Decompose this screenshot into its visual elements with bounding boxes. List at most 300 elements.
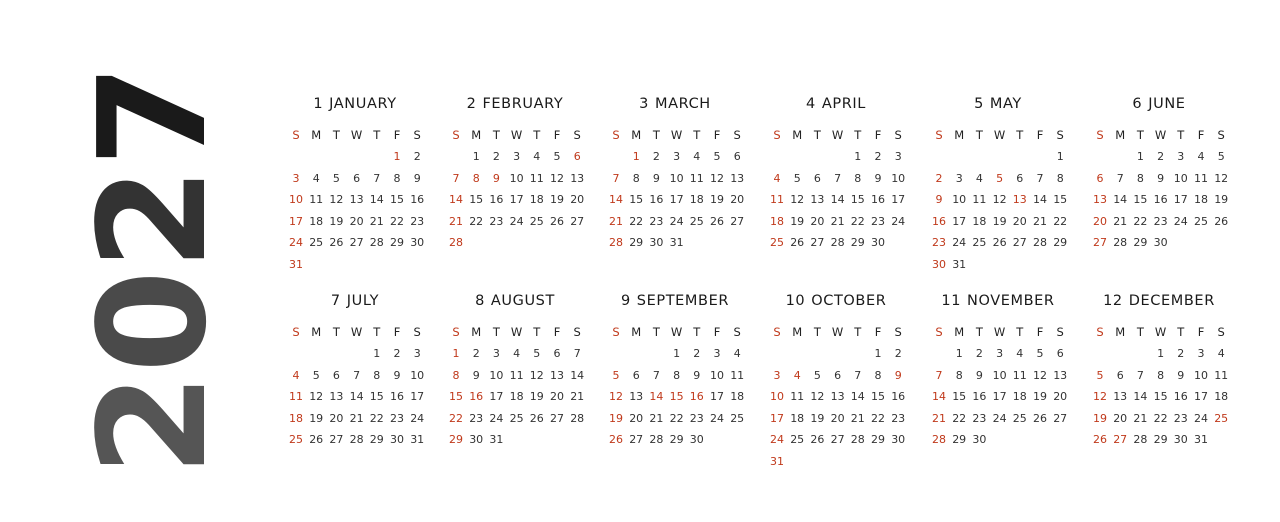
weekday-header: F bbox=[1036, 325, 1044, 339]
day-cell: 2 bbox=[652, 150, 660, 163]
day-cell: 21 bbox=[349, 411, 364, 425]
day-cell: 23 bbox=[1153, 214, 1168, 228]
day-cell: 16 bbox=[469, 390, 484, 404]
day-cell: 28 bbox=[1133, 433, 1148, 447]
day-cell: 22 bbox=[1053, 214, 1068, 228]
day-cell: 27 bbox=[329, 433, 344, 447]
day-cell: 28 bbox=[932, 433, 946, 447]
day-cell: 15 bbox=[669, 390, 684, 404]
day-cell: 21 bbox=[850, 411, 865, 425]
day-cell: 19 bbox=[550, 193, 564, 207]
weekday-header: W bbox=[670, 128, 683, 142]
month-number: 6 bbox=[1132, 96, 1143, 112]
day-cell: 21 bbox=[570, 390, 585, 404]
day-cell: 29 bbox=[369, 433, 384, 447]
day-cell: 10 bbox=[952, 193, 967, 207]
day-cell: 15 bbox=[629, 193, 644, 207]
day-cell: 18 bbox=[529, 193, 544, 207]
day-cell: 29 bbox=[1053, 236, 1068, 250]
day-cell: 27 bbox=[570, 214, 585, 228]
day-cell: 10 bbox=[1173, 171, 1188, 185]
day-cell: 30 bbox=[1153, 236, 1168, 250]
weekday-header: T bbox=[373, 325, 381, 339]
day-cell: 26 bbox=[1214, 214, 1229, 228]
day-cell: 2 bbox=[393, 347, 401, 360]
day-cell: 10 bbox=[891, 171, 906, 185]
day-cell: 23 bbox=[972, 411, 987, 425]
day-cell: 13 bbox=[1093, 193, 1107, 207]
day-cell: 6 bbox=[1116, 368, 1124, 382]
weekday-header: W bbox=[510, 128, 523, 142]
day-cell: 24 bbox=[489, 411, 504, 425]
day-cell: 28 bbox=[369, 236, 384, 250]
day-cell: 8 bbox=[373, 368, 381, 382]
day-cell: 27 bbox=[730, 214, 745, 228]
weekday-header: M bbox=[954, 325, 965, 339]
month-number: 9 bbox=[620, 293, 631, 309]
weekday-header: S bbox=[773, 128, 781, 142]
day-cell: 7 bbox=[854, 368, 862, 382]
month-title bbox=[610, 96, 740, 112]
day-cell: 10 bbox=[770, 390, 784, 404]
day-cell: 6 bbox=[834, 368, 842, 382]
day-cell: 12 bbox=[609, 390, 623, 404]
day-cell: 12 bbox=[790, 193, 805, 207]
year-label bbox=[67, 64, 239, 476]
day-cell: 25 bbox=[790, 433, 805, 447]
weekday-header: M bbox=[792, 128, 803, 142]
day-cell: 27 bbox=[1053, 411, 1068, 425]
weekday-header: M bbox=[954, 128, 965, 142]
day-cell: 16 bbox=[1153, 193, 1168, 207]
day-cell: 22 bbox=[1133, 214, 1148, 228]
weekday-header: S bbox=[1096, 325, 1104, 339]
day-cell: 6 bbox=[733, 150, 741, 163]
day-cell: 31 bbox=[952, 258, 967, 271]
weekday-header: M bbox=[471, 325, 482, 339]
weekday-header: T bbox=[693, 128, 701, 142]
day-cell: 17 bbox=[710, 390, 724, 404]
month-title bbox=[1094, 96, 1224, 112]
day-cell: 27 bbox=[1012, 236, 1027, 250]
day-cell: 17 bbox=[1173, 193, 1188, 207]
day-cell: 20 bbox=[329, 411, 344, 425]
day-cell: 14 bbox=[1133, 390, 1148, 404]
day-cell: 31 bbox=[770, 455, 784, 468]
day-cell: 12 bbox=[1093, 390, 1107, 404]
day-cell: 28 bbox=[649, 433, 664, 447]
day-cell: 28 bbox=[449, 236, 463, 250]
day-cell: 2 bbox=[472, 347, 480, 360]
day-cell: 29 bbox=[1133, 236, 1148, 250]
day-cell: 8 bbox=[874, 368, 882, 382]
month-name: JUNE bbox=[1148, 96, 1186, 112]
day-cell: 24 bbox=[992, 411, 1007, 425]
day-cell: 27 bbox=[1093, 236, 1107, 250]
day-cell: 10 bbox=[489, 368, 504, 382]
day-cell: 16 bbox=[932, 214, 946, 228]
weekday-header: T bbox=[652, 325, 660, 339]
weekday-header: S bbox=[733, 128, 741, 142]
day-cell: 3 bbox=[492, 347, 500, 360]
day-cell: 8 bbox=[472, 171, 480, 185]
month-name: FEBRUARY bbox=[482, 96, 564, 112]
day-cell: 23 bbox=[469, 411, 484, 425]
day-cell: 16 bbox=[871, 193, 885, 207]
weekday-header: S bbox=[773, 325, 781, 339]
day-cell: 12 bbox=[309, 390, 324, 404]
day-cell: 30 bbox=[689, 433, 704, 447]
day-cell: 27 bbox=[830, 433, 845, 447]
day-cell: 16 bbox=[649, 193, 664, 207]
day-cell: 14 bbox=[349, 390, 364, 404]
day-cell: 11 bbox=[790, 390, 805, 404]
day-cell: 8 bbox=[393, 171, 401, 185]
weekday-header: F bbox=[393, 325, 401, 339]
day-cell: 24 bbox=[770, 433, 784, 447]
day-cell: 24 bbox=[410, 411, 425, 425]
day-cell: 24 bbox=[952, 236, 967, 250]
day-cell: 23 bbox=[649, 214, 664, 228]
day-cell: 7 bbox=[612, 171, 620, 185]
month-title bbox=[1094, 293, 1224, 309]
day-cell: 12 bbox=[992, 193, 1007, 207]
weekday-header: M bbox=[631, 325, 642, 339]
weekday-header: S bbox=[1056, 325, 1064, 339]
day-cell: 6 bbox=[632, 368, 640, 382]
day-cell: 12 bbox=[1033, 368, 1047, 382]
day-cell: 3 bbox=[513, 150, 521, 163]
day-cell: 13 bbox=[629, 390, 644, 404]
weekday-header: W bbox=[993, 325, 1006, 339]
day-cell: 25 bbox=[689, 214, 704, 228]
month-title bbox=[933, 96, 1063, 112]
day-cell: 4 bbox=[292, 368, 300, 382]
day-cell: 5 bbox=[612, 368, 620, 382]
weekday-header: W bbox=[993, 128, 1006, 142]
month-number: 12 bbox=[1103, 293, 1123, 309]
day-cell: 8 bbox=[452, 368, 460, 382]
day-cell: 24 bbox=[669, 214, 684, 228]
weekday-header: M bbox=[311, 128, 322, 142]
day-cell: 7 bbox=[1116, 171, 1124, 185]
day-cell: 15 bbox=[1153, 390, 1168, 404]
day-cell: 16 bbox=[489, 193, 504, 207]
day-cell: 4 bbox=[312, 171, 320, 185]
day-cell: 9 bbox=[413, 171, 421, 185]
day-cell: 27 bbox=[810, 236, 825, 250]
day-cell: 13 bbox=[810, 193, 825, 207]
day-cell: 24 bbox=[1194, 411, 1208, 425]
weekday-header: T bbox=[1136, 128, 1144, 142]
day-cell: 14 bbox=[649, 390, 664, 404]
day-cell: 1 bbox=[1157, 347, 1165, 360]
day-cell: 3 bbox=[413, 347, 421, 360]
day-cell: 24 bbox=[891, 214, 906, 228]
day-cell: 20 bbox=[629, 411, 644, 425]
weekday-header: S bbox=[413, 128, 421, 142]
day-cell: 7 bbox=[1036, 171, 1044, 185]
day-cell: 11 bbox=[289, 390, 303, 404]
weekday-header: S bbox=[894, 128, 902, 142]
day-cell: 17 bbox=[489, 390, 504, 404]
day-cell: 1 bbox=[955, 347, 963, 360]
day-cell: 29 bbox=[629, 236, 644, 250]
day-cell: 18 bbox=[972, 214, 987, 228]
day-cell: 14 bbox=[369, 193, 384, 207]
day-cell: 19 bbox=[1033, 390, 1047, 404]
weekday-header: T bbox=[813, 128, 821, 142]
day-cell: 29 bbox=[952, 433, 967, 447]
day-cell: 4 bbox=[513, 347, 521, 360]
day-cell: 30 bbox=[410, 236, 425, 250]
day-cell: 6 bbox=[1096, 171, 1104, 185]
weekday-header: T bbox=[492, 128, 500, 142]
day-cell: 5 bbox=[793, 171, 801, 185]
weekday-header: S bbox=[1056, 128, 1064, 142]
day-cell: 13 bbox=[570, 171, 585, 185]
weekday-header: T bbox=[1177, 325, 1185, 339]
day-cell: 13 bbox=[1012, 193, 1027, 207]
month-title bbox=[290, 293, 420, 309]
month-number: 7 bbox=[330, 293, 341, 309]
day-cell: 27 bbox=[629, 433, 644, 447]
day-cell: 31 bbox=[489, 433, 504, 447]
day-cell: 2 bbox=[1177, 347, 1185, 360]
day-cell: 14 bbox=[932, 390, 946, 404]
weekday-header: S bbox=[1096, 128, 1104, 142]
weekday-header: F bbox=[1197, 325, 1205, 339]
day-cell: 17 bbox=[410, 390, 425, 404]
day-cell: 1 bbox=[393, 150, 401, 163]
weekday-header: T bbox=[854, 325, 862, 339]
day-cell: 16 bbox=[410, 193, 425, 207]
day-cell: 5 bbox=[553, 150, 561, 163]
day-cell: 20 bbox=[830, 411, 845, 425]
day-cell: 15 bbox=[1133, 193, 1148, 207]
weekday-header: F bbox=[874, 128, 882, 142]
day-cell: 21 bbox=[369, 214, 384, 228]
day-cell: 16 bbox=[390, 390, 404, 404]
day-cell: 4 bbox=[533, 150, 541, 163]
day-cell: 19 bbox=[329, 214, 344, 228]
weekday-header: T bbox=[533, 128, 541, 142]
weekday-header: W bbox=[350, 128, 363, 142]
month-name: NOVEMBER bbox=[967, 293, 1055, 309]
day-cell: 19 bbox=[1093, 411, 1107, 425]
day-cell: 14 bbox=[449, 193, 463, 207]
day-cell: 8 bbox=[955, 368, 963, 382]
day-cell: 25 bbox=[1194, 214, 1208, 228]
day-cell: 14 bbox=[1033, 193, 1047, 207]
day-cell: 22 bbox=[449, 411, 463, 425]
month-title bbox=[450, 293, 580, 309]
day-cell: 18 bbox=[1012, 390, 1027, 404]
day-cell: 28 bbox=[570, 411, 585, 425]
day-cell: 25 bbox=[770, 236, 784, 250]
day-cell: 3 bbox=[1197, 347, 1205, 360]
day-cell: 8 bbox=[673, 368, 681, 382]
day-cell: 26 bbox=[609, 433, 623, 447]
day-cell: 20 bbox=[349, 214, 364, 228]
day-cell: 7 bbox=[573, 347, 581, 360]
weekday-header: W bbox=[831, 128, 844, 142]
day-cell: 15 bbox=[369, 390, 384, 404]
day-cell: 18 bbox=[689, 193, 704, 207]
day-cell: 10 bbox=[669, 171, 684, 185]
day-cell: 11 bbox=[972, 193, 987, 207]
day-cell: 10 bbox=[710, 368, 724, 382]
day-cell: 21 bbox=[830, 214, 845, 228]
month-title bbox=[450, 96, 580, 112]
day-cell: 17 bbox=[1194, 390, 1208, 404]
day-cell: 7 bbox=[935, 368, 943, 382]
weekday-header: W bbox=[670, 325, 683, 339]
day-cell: 12 bbox=[710, 171, 724, 185]
day-cell: 26 bbox=[529, 411, 544, 425]
day-cell: 9 bbox=[1157, 171, 1165, 185]
month-number: 10 bbox=[785, 293, 806, 309]
day-cell: 20 bbox=[1012, 214, 1027, 228]
day-cell: 15 bbox=[1053, 193, 1068, 207]
day-cell: 29 bbox=[390, 236, 404, 250]
day-cell: 11 bbox=[689, 171, 704, 185]
day-cell: 19 bbox=[710, 193, 724, 207]
day-cell: 29 bbox=[1153, 433, 1168, 447]
day-cell: 13 bbox=[830, 390, 845, 404]
month-title bbox=[933, 293, 1063, 309]
weekday-header: S bbox=[292, 325, 300, 339]
day-cell: 27 bbox=[550, 411, 564, 425]
day-cell: 2 bbox=[1157, 150, 1165, 163]
day-cell: 19 bbox=[992, 214, 1007, 228]
day-cell: 14 bbox=[830, 193, 845, 207]
year-digit: 0 bbox=[67, 270, 239, 373]
day-cell: 23 bbox=[489, 214, 504, 228]
day-cell: 29 bbox=[669, 433, 684, 447]
day-cell: 22 bbox=[369, 411, 384, 425]
day-cell: 1 bbox=[632, 150, 640, 163]
day-cell: 23 bbox=[871, 214, 885, 228]
day-cell: 28 bbox=[609, 236, 623, 250]
day-cell: 5 bbox=[813, 368, 821, 382]
day-cell: 30 bbox=[469, 433, 484, 447]
day-cell: 7 bbox=[1136, 368, 1144, 382]
day-cell: 21 bbox=[609, 214, 623, 228]
day-cell: 21 bbox=[1033, 214, 1047, 228]
day-cell: 13 bbox=[550, 368, 564, 382]
day-cell: 9 bbox=[894, 368, 902, 382]
day-cell: 11 bbox=[770, 193, 784, 207]
day-cell: 26 bbox=[1033, 411, 1047, 425]
day-cell: 6 bbox=[1016, 171, 1024, 185]
day-cell: 23 bbox=[932, 236, 946, 250]
day-cell: 11 bbox=[509, 368, 524, 382]
day-cell: 28 bbox=[1113, 236, 1128, 250]
day-cell: 9 bbox=[1177, 368, 1185, 382]
weekday-header: F bbox=[393, 128, 401, 142]
day-cell: 10 bbox=[992, 368, 1007, 382]
day-cell: 4 bbox=[773, 171, 781, 185]
weekday-header: S bbox=[573, 128, 581, 142]
month-number: 2 bbox=[466, 96, 477, 112]
weekday-header: T bbox=[332, 325, 340, 339]
weekday-header: S bbox=[935, 325, 943, 339]
day-cell: 16 bbox=[891, 390, 906, 404]
day-cell: 30 bbox=[972, 433, 987, 447]
day-cell: 14 bbox=[850, 390, 865, 404]
day-cell: 5 bbox=[533, 347, 541, 360]
weekday-header: T bbox=[693, 325, 701, 339]
day-cell: 15 bbox=[449, 390, 463, 404]
weekday-header: M bbox=[471, 128, 482, 142]
day-cell: 7 bbox=[452, 171, 460, 185]
day-cell: 5 bbox=[312, 368, 320, 382]
day-cell: 22 bbox=[952, 411, 967, 425]
weekday-header: S bbox=[452, 325, 460, 339]
day-cell: 9 bbox=[693, 368, 701, 382]
day-cell: 15 bbox=[850, 193, 865, 207]
day-cell: 2 bbox=[935, 171, 943, 185]
day-cell: 30 bbox=[871, 236, 885, 250]
day-cell: 3 bbox=[713, 347, 721, 360]
day-cell: 6 bbox=[553, 347, 561, 360]
day-cell: 11 bbox=[1214, 368, 1229, 382]
day-cell: 27 bbox=[1113, 433, 1128, 447]
day-cell: 29 bbox=[850, 236, 865, 250]
day-cell: 16 bbox=[972, 390, 987, 404]
day-cell: 23 bbox=[891, 411, 906, 425]
day-cell: 16 bbox=[689, 390, 704, 404]
day-cell: 4 bbox=[1197, 150, 1205, 163]
day-cell: 8 bbox=[632, 171, 640, 185]
day-cell: 15 bbox=[390, 193, 404, 207]
day-cell: 4 bbox=[793, 368, 801, 382]
day-cell: 3 bbox=[1177, 150, 1185, 163]
day-cell: 7 bbox=[373, 171, 381, 185]
day-cell: 1 bbox=[854, 150, 862, 163]
weekday-header: W bbox=[1154, 325, 1167, 339]
day-cell: 31 bbox=[289, 258, 303, 271]
day-cell: 14 bbox=[609, 193, 623, 207]
day-cell: 13 bbox=[1053, 368, 1068, 382]
day-cell: 31 bbox=[410, 433, 425, 447]
day-cell: 6 bbox=[332, 368, 340, 382]
day-cell: 19 bbox=[609, 411, 623, 425]
day-cell: 25 bbox=[972, 236, 987, 250]
day-cell: 10 bbox=[410, 368, 425, 382]
day-cell: 5 bbox=[1096, 368, 1104, 382]
day-cell: 18 bbox=[790, 411, 805, 425]
weekday-header: F bbox=[1197, 128, 1205, 142]
day-cell: 11 bbox=[730, 368, 745, 382]
day-cell: 25 bbox=[529, 214, 544, 228]
weekday-header: S bbox=[1217, 128, 1225, 142]
day-cell: 10 bbox=[289, 193, 303, 207]
day-cell: 31 bbox=[1194, 433, 1208, 447]
day-cell: 21 bbox=[1133, 411, 1148, 425]
weekday-header: T bbox=[1177, 128, 1185, 142]
day-cell: 2 bbox=[413, 150, 421, 163]
month-number: 11 bbox=[941, 293, 962, 309]
day-cell: 22 bbox=[469, 214, 484, 228]
day-cell: 26 bbox=[710, 214, 724, 228]
day-cell: 12 bbox=[810, 390, 825, 404]
day-cell: 21 bbox=[932, 411, 946, 425]
weekday-header: T bbox=[1016, 325, 1024, 339]
day-cell: 11 bbox=[529, 171, 544, 185]
weekday-header: T bbox=[533, 325, 541, 339]
